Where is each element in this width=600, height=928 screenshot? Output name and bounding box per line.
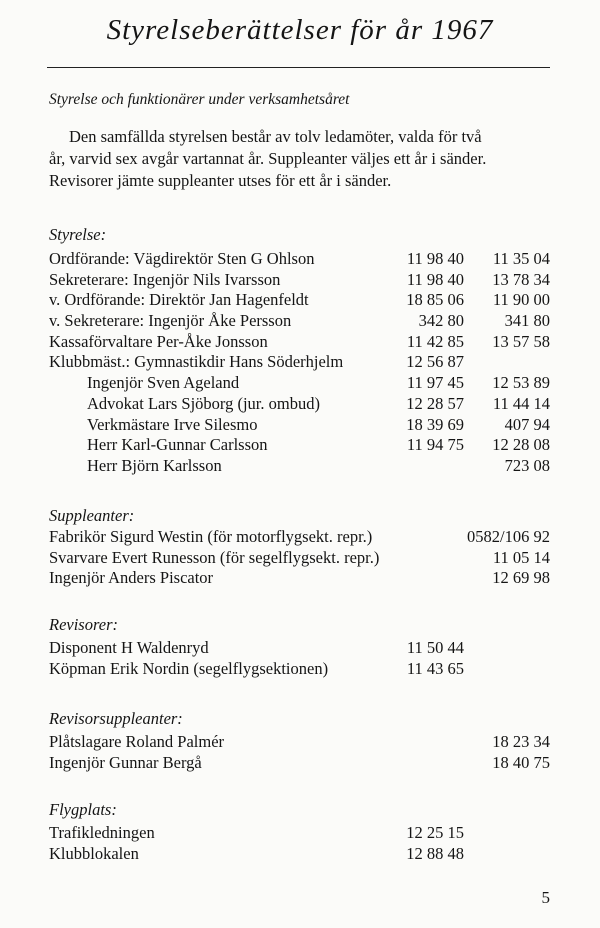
list-revisorer	[0, 638, 600, 679]
member-name: Disponent H Waldenryd	[49, 638, 209, 657]
list-item	[0, 332, 600, 353]
phone-primary: 11 43 65	[406, 658, 464, 678]
phone-secondary: 13 78 34	[492, 269, 550, 289]
member-name: Klubblokalen	[49, 843, 139, 863]
phone-primary: 11 97 45	[406, 373, 464, 393]
list-item	[0, 844, 600, 865]
list-item	[0, 290, 600, 311]
phone-secondary: 341 80	[504, 311, 550, 331]
list-item	[0, 435, 600, 456]
phone-secondary: 11 35 04	[492, 249, 550, 268]
phone-secondary: 723 08	[504, 455, 550, 475]
member-name: Svarvare Evert Runesson (för segelflygsekt. repr.)	[49, 547, 380, 567]
phone-secondary: 0582/106 92	[467, 527, 550, 546]
phone-secondary: 11 05 14	[492, 547, 550, 567]
title-divider	[47, 67, 550, 68]
member-name: Klubbmäst.: Gymnastikdir Hans Söderhjelm	[49, 352, 344, 372]
list-item	[0, 373, 600, 394]
list-item	[0, 823, 600, 844]
member-name: Ingenjör Sven Ageland	[87, 373, 240, 393]
member-name: Advokat Lars Sjöborg (jur. ombud)	[87, 393, 320, 413]
list-item	[0, 638, 600, 659]
page-title: Styrelseberättelser för år 1967	[106, 14, 494, 46]
list-item	[0, 568, 600, 589]
phone-primary: 11 98 40	[406, 249, 464, 268]
list-item	[0, 548, 600, 569]
phone-secondary: 11 90 00	[492, 290, 550, 310]
member-name: Herr Björn Karlsson	[87, 455, 222, 475]
list-flygplats	[0, 823, 600, 864]
member-name: v. Sekreterare: Ingenjör Åke Persson	[49, 311, 292, 331]
intro-line: år, varvid sex avgår vartannat år. Suppleanter väljes ett år i sänder.	[49, 149, 487, 168]
intro-line: Revisorer jämte suppleanter utses för ett år i sänder.	[49, 171, 392, 190]
list-item	[0, 527, 600, 548]
member-name: Sekreterare: Ingenjör Nils Ivarsson	[49, 269, 281, 289]
phone-primary: 12 25 15	[406, 823, 464, 842]
list-revisorsuppleanter	[0, 732, 600, 773]
phone-primary: 18 39 69	[406, 414, 464, 434]
phone-primary: 18 85 06	[406, 290, 464, 310]
phone-primary: 12 56 87	[406, 352, 464, 372]
phone-primary: 11 98 40	[406, 269, 464, 289]
member-name: Trafikledningen	[49, 823, 155, 842]
list-item	[0, 394, 600, 415]
phone-primary: 12 88 48	[406, 843, 464, 863]
phone-primary: 11 94 75	[406, 435, 464, 455]
list-item	[0, 753, 600, 774]
heading-styrelse: Styrelse:	[49, 225, 107, 244]
list-item	[0, 659, 600, 680]
list-item	[0, 352, 600, 373]
list-item	[0, 732, 600, 753]
member-name: Plåtslagare Roland Palmér	[49, 732, 225, 751]
list-item	[0, 415, 600, 436]
phone-primary: 12 28 57	[406, 393, 464, 413]
intro-line: Den samfällda styrelsen består av tolv ledamöter, valda för två	[69, 127, 482, 146]
list-item	[0, 311, 600, 332]
phone-primary: 11 50 44	[406, 638, 464, 657]
section-subtitle: Styrelse och funktionärer under verksamhetsåret	[49, 91, 350, 108]
heading-revisorer: Revisorer:	[49, 615, 119, 634]
phone-primary: 11 42 85	[406, 331, 464, 351]
phone-secondary: 11 44 14	[492, 393, 550, 413]
phone-secondary: 12 53 89	[492, 373, 550, 393]
member-name: Ordförande: Vägdirektör Sten G Ohlson	[49, 249, 315, 268]
heading-suppleanter: Suppleanter:	[49, 506, 135, 525]
member-name: Ingenjör Anders Piscator	[49, 568, 214, 588]
phone-secondary: 12 69 98	[492, 568, 550, 588]
list-styrelse	[0, 249, 600, 477]
phone-primary: 342 80	[418, 311, 464, 331]
phone-secondary: 18 40 75	[492, 752, 550, 772]
list-item	[0, 456, 600, 477]
page-number: 5	[541, 888, 550, 907]
phone-secondary: 13 57 58	[492, 331, 550, 351]
member-name: Köpman Erik Nordin (segelflygsektionen)	[49, 658, 329, 678]
heading-flygplats: Flygplats:	[49, 800, 117, 819]
phone-secondary: 407 94	[504, 414, 550, 434]
phone-secondary: 18 23 34	[492, 732, 550, 751]
list-item	[0, 270, 600, 291]
member-name: Herr Karl-Gunnar Carlsson	[87, 435, 268, 455]
member-name: Kassaförvaltare Per-Åke Jonsson	[49, 331, 268, 351]
phone-secondary: 12 28 08	[492, 435, 550, 455]
member-name: v. Ordförande: Direktör Jan Hagenfeldt	[49, 290, 309, 310]
list-item	[0, 249, 600, 270]
member-name: Fabrikör Sigurd Westin (för motorflygsekt. repr.)	[49, 527, 373, 546]
member-name: Ingenjör Gunnar Bergå	[49, 752, 202, 772]
member-name: Verkmästare Irve Silesmo	[87, 414, 258, 434]
list-suppleanter	[0, 527, 600, 589]
heading-revisorsuppleanter: Revisorsuppleanter:	[49, 709, 183, 728]
intro-paragraph	[49, 126, 554, 192]
